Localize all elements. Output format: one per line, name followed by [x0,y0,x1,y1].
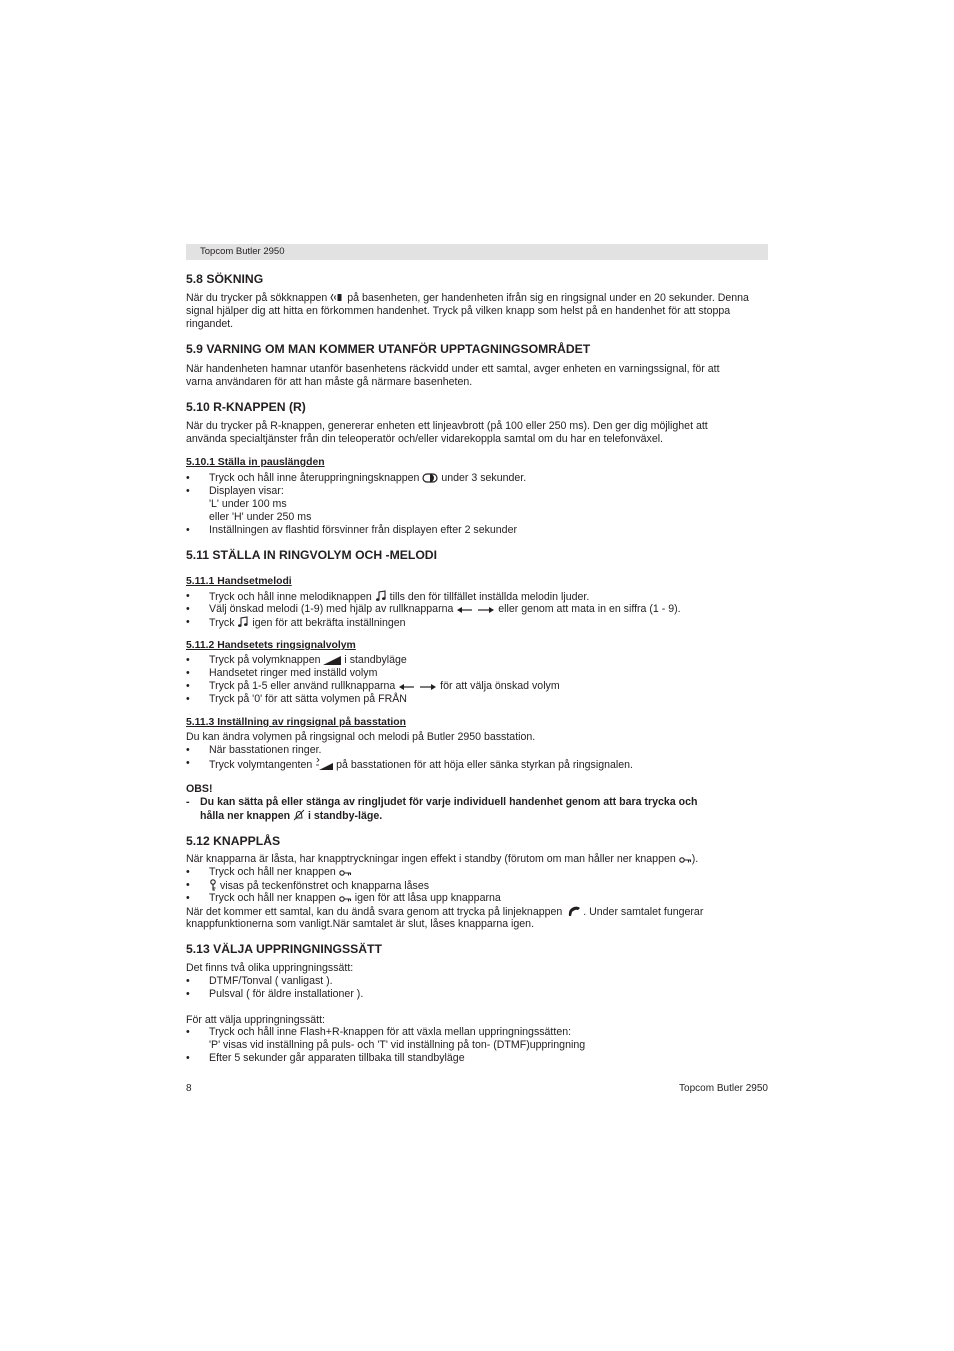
heading-5-11: 5.11 STÄLLA IN RINGVOLYM OCH -MELODI [186,548,437,562]
subheading-5-11-3: 5.11.3 Inställning av ringsignal på basstation [186,717,406,728]
para-5-8-line2: signal hjälper dig att hitta en förkommen handenhet. Tryck på vilken knapp som helst på en handenhet för att stoppa [186,305,731,317]
heading-5-9: 5.9 VARNING OM MAN KOMMER UTANFÖR UPPTAGNINGSOMRÅDET [186,342,591,356]
subheading-5-10-1: 5.10.1 Ställa in pauslängden [186,457,325,468]
para-5-8-line3: ringandet. [186,318,234,330]
ringer-off-icon [293,809,305,821]
key-icon [339,895,352,903]
obs-title: OBS! [186,783,213,795]
list-subline: eller 'H' under 250 ms [209,511,312,523]
para-5-8-line1: När du trycker på sökknappen på basenheten, ger handenheten ifrån sig en ringsignal under en 20 sekunder. Denna [186,292,749,304]
heading-5-8: 5.8 SÖKNING [186,272,264,286]
melody-note-icon [237,616,249,628]
subheading-5-11-1: 5.11.1 Handsetmelodi [186,576,292,587]
line-key-phone-icon [565,905,583,917]
heading-5-13: 5.13 VÄLJA UPPRINGNINGSSÄTT [186,942,382,956]
list-subline: 'P' visas vid inställning på puls- och 'T' vid inställning på ton- (DTMF)uppringning [209,1039,586,1051]
scroll-left-arrow-icon [456,606,474,614]
para-5-12-line3: knappfunktionerna som vanligt.När samtalet är slut, låses knapparna igen. [186,918,535,930]
base-volume-key-icon [315,757,333,770]
footer-title: Topcom Butler 2950 [679,1083,768,1094]
para-5-10-line1: När du trycker på R-knappen, genererar enheten ett linjeavbrott (på 100 eller 250 ms). Den ger dig möjlighet att [186,420,708,432]
subheading-5-11-2: 5.11.2 Handsetets ringsignalvolym [186,640,356,651]
para-5-13-line2: För att välja uppringningssätt: [186,1014,325,1026]
para-5-10-line2: använda specialtjänster från din teleoperatör och/eller vidarekoppla samtal om du har en telefonväxel. [186,433,664,445]
paging-icon [330,292,344,303]
list-subline: 'L' under 100 ms [209,498,287,510]
para-5-13-line1: Det finns två olika uppringningssätt: [186,962,354,974]
para-5-11-3-line1: Du kan ändra volymen på ringsignal och melodi på Butler 2950 basstation. [186,731,536,743]
para-5-9-line2: varna användaren för att han måste gå närmare basenheten. [186,376,473,388]
key-vertical-icon [209,879,217,891]
heading-5-12: 5.12 KNAPPLÅS [186,834,281,848]
obs-line1: - Du kan sätta på eller stänga av ringljudet för varje individuell handenhet genom att bara trycka och [186,796,698,808]
key-icon [679,856,692,864]
scroll-right-arrow-icon [419,683,437,691]
para-5-9-line1: När handenheten hamnar utanför basenhetens räckvidd under ett samtal, avger enheten en varningssignal, för att [186,363,720,375]
volume-ramp-icon [323,656,341,665]
melody-note-icon [375,590,387,602]
obs-line2: hålla ner knappen i standby-läge. [200,810,383,822]
key-icon [339,869,352,877]
scroll-right-arrow-icon [477,606,495,614]
para-5-12-line2: När det kommer ett samtal, kan du ändå svara genom att trycka på linjeknappen . Under samtalet fungerar [186,906,704,918]
para-5-12-line1: När knapparna är låsta, har knapptryckningar ingen effekt i standby (förutom om man håller ner knappen ). [186,853,699,865]
header-title: Topcom Butler 2950 [200,246,285,257]
scroll-left-arrow-icon [398,683,416,691]
heading-5-10: 5.10 R-KNAPPEN (R) [186,400,306,414]
page-number: 8 [186,1083,192,1094]
redial-icon [422,473,438,483]
